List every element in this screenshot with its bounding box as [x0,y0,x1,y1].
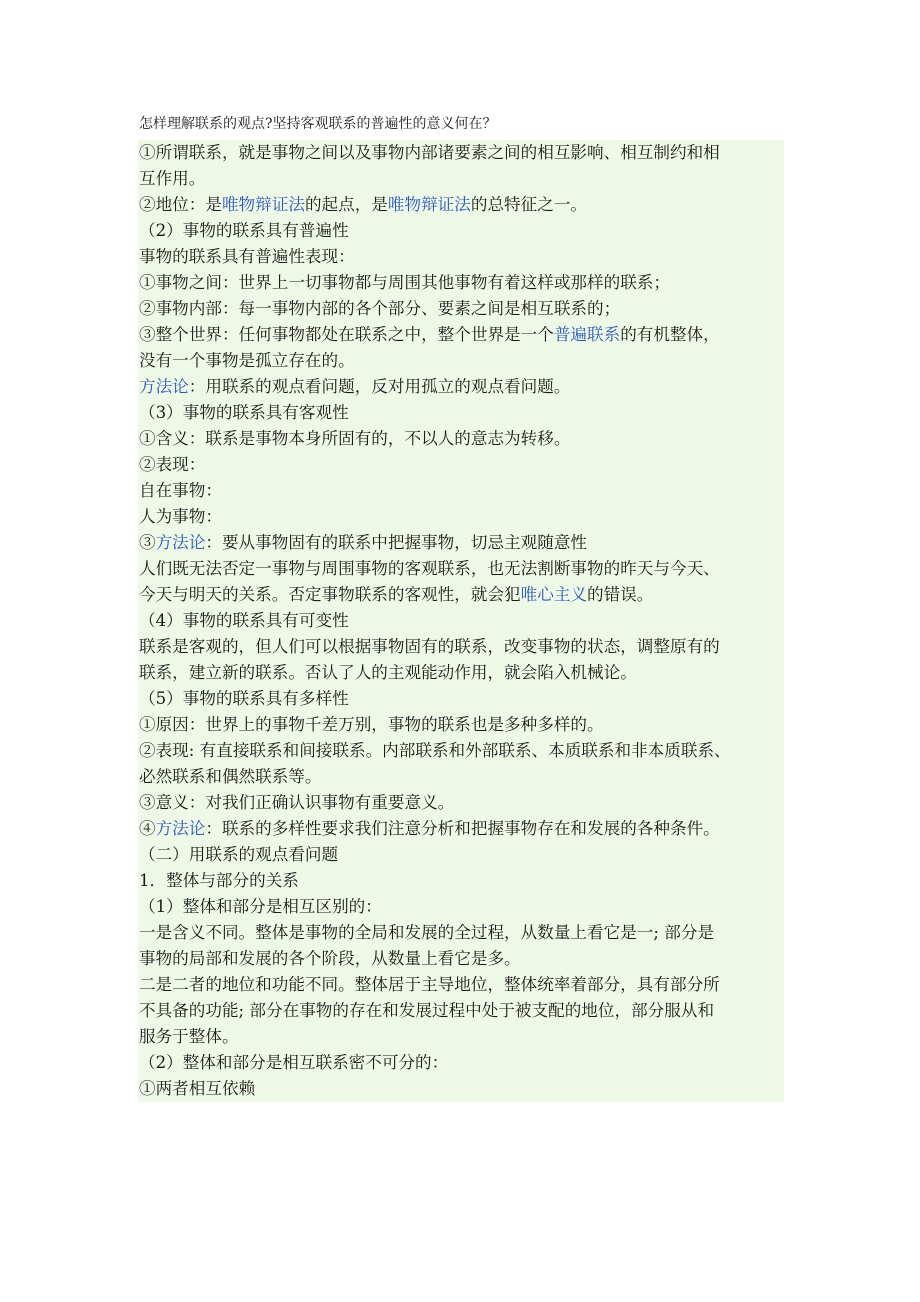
text-line [138,868,784,894]
text-line [138,452,784,478]
text-segment: 自在事物： [139,481,222,500]
text-segment: ①两者相互依赖 [139,1079,256,1098]
text-segment: 联系，建立新的联系。否认了人的主观能动作用，就会陷入机械论。 [139,663,637,682]
text-line [138,244,784,270]
text-segment: （4）事物的联系具有可变性 [139,611,349,630]
text-segment: ：联系的多样性要求我们注意分析和把握事物存在和发展的各种条件。 [205,819,720,838]
text-line [138,946,784,972]
text-line [138,894,784,920]
text-line [138,504,784,530]
text-segment: ：用联系的观点看问题，反对用孤立的观点看问题。 [188,377,571,396]
text-line [138,1076,784,1102]
text-line [138,140,784,166]
term-link[interactable]: 唯物辩证法 [387,195,471,214]
text-segment: ③意义：对我们正确认识事物有重要意义。 [139,793,455,812]
text-segment: （1）整体和部分是相互区别的： [139,897,382,916]
text-line [138,192,784,218]
text-line [138,322,784,348]
text-line [138,374,784,400]
text-segment: 二是二者的地位和功能不同。整体居于主导地位，整体统率着部分，具有部分所 [139,975,720,994]
text-segment: 人为事物： [139,507,222,526]
text-line [138,660,784,686]
text-segment: （二）用联系的观点看问题 [139,845,339,864]
text-segment: ③ [139,533,156,552]
text-segment: （3）事物的联系具有客观性 [139,403,349,422]
text-segment: ：要从事物固有的联系中把握事物，切忌主观随意性 [205,533,588,552]
text-line [138,738,784,764]
text-segment: 必然联系和偶然联系等。 [139,767,322,786]
term-link[interactable]: 方法论 [139,377,189,396]
text-segment: ②事物内部：每一事物内部的各个部分、要素之间是相互联系的； [139,299,621,318]
text-segment: 人们既无法否定一事物与周围事物的客观联系，也无法割断事物的昨天与今天、 [139,559,720,578]
text-segment: 服务于整体。 [139,1027,239,1046]
text-line [138,530,784,556]
text-line [138,400,784,426]
text-segment: （5）事物的联系具有多样性 [139,689,349,708]
term-link[interactable]: 唯心主义 [520,585,588,604]
text-segment: ③整个世界：任何事物都处在联系之中，整个世界是一个 [139,325,554,344]
text-line [138,764,784,790]
text-line [138,166,784,192]
text-line [138,478,784,504]
text-segment: （2）事物的联系具有普遍性 [139,221,349,240]
text-segment: ①所谓联系，就是事物之间以及事物内部诸要素之间的相互影响、相互制约和相 [139,143,720,162]
text-line [138,218,784,244]
text-segment: 不具备的功能; 部分在事物的存在和发展过程中处于被支配的地位，部分服从和 [139,1001,715,1020]
text-segment: ②地位：是 [139,195,222,214]
text-segment: ②表现： [139,455,206,474]
text-line [138,634,784,660]
text-line [138,608,784,634]
text-segment: 的错误。 [587,585,654,604]
text-segment: 联系是客观的，但人们可以根据事物固有的联系，改变事物的状态，调整原有的 [139,637,720,656]
text-line [138,920,784,946]
text-segment: 今天与明天的关系。否定事物联系的客观性，就会犯 [139,585,521,604]
text-line [138,816,784,842]
text-line [138,998,784,1024]
text-line [138,556,784,582]
term-link[interactable]: 普遍联系 [553,325,621,344]
text-segment: ④ [139,819,156,838]
text-segment: 一是含义不同。整体是事物的全局和发展的全过程，从数量上看它是一; 部分是 [139,923,715,942]
text-line [138,1024,784,1050]
text-line [138,1050,784,1076]
text-segment: 没有一个事物是孤立存在的。 [139,351,355,370]
text-segment: 的总特征之一。 [470,195,588,214]
text-segment: ①含义：联系是事物本身所固有的，不以人的意志为转移。 [139,429,571,448]
text-segment: （2）整体和部分是相互联系密不可分的： [139,1053,449,1072]
term-link[interactable]: 方法论 [155,819,206,838]
text-segment: 的起点，是 [304,195,388,214]
text-segment: 的有机整体， [620,325,720,344]
text-segment: ①事物之间：世界上一切事物都与周围其他事物有着这样或那样的联系； [139,273,670,292]
term-link[interactable]: 方法论 [155,533,206,552]
text-segment: 事物的局部和发展的各个阶段，从数量上看它是多。 [139,949,521,968]
text-line [138,972,784,998]
text-line [138,686,784,712]
term-link[interactable]: 唯物辩证法 [221,195,305,214]
text-line [138,790,784,816]
text-line [138,426,784,452]
text-segment: 事物的联系具有普遍性表现： [139,247,355,266]
text-segment: 1．整体与部分的关系 [139,871,299,890]
text-line [138,842,784,868]
text-line [138,296,784,322]
text-line [138,712,784,738]
text-line [138,270,784,296]
highlighted-body [138,140,784,1102]
text-segment: ①原因：世界上的事物千差万别，事物的联系也是多种多样的。 [139,715,604,734]
text-line [138,582,784,608]
text-segment: ②表现: 有直接联系和间接联系。内部联系和外部联系、本质联系和非本质联系、 [139,741,731,760]
text-segment: 互作用。 [139,169,206,188]
text-line [138,348,784,374]
question-title: 怎样理解联系的观点?坚持客观联系的普遍性的意义何在？ [139,116,497,132]
